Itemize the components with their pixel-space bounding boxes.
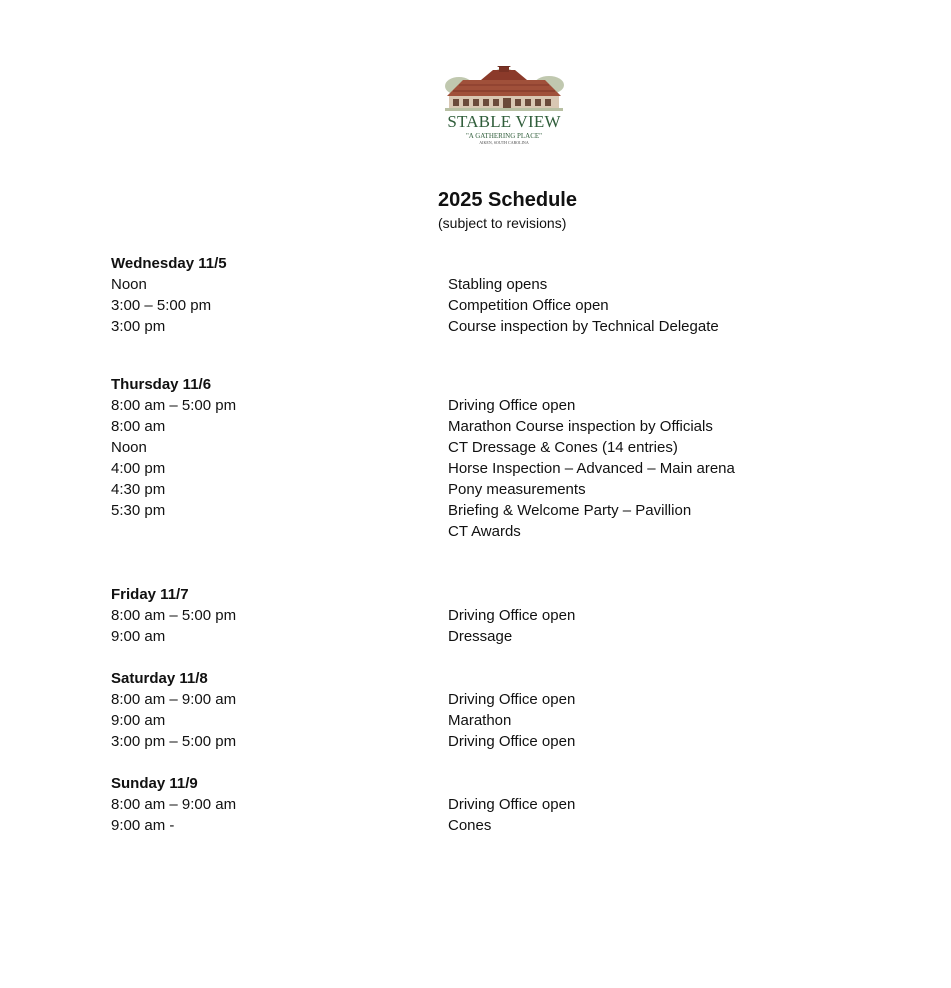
schedule-time: 4:00 pm [111,460,166,477]
day-heading: Friday 11/7 [111,586,189,603]
schedule-row [111,794,811,815]
day-section-wednesday [111,253,811,337]
schedule-event: Driving Office open [448,691,576,708]
schedule-time: 4:30 pm [111,481,166,498]
schedule-row [111,626,811,647]
schedule-time: 3:00 pm [111,318,166,335]
day-heading: Sunday 11/9 [111,775,198,792]
schedule-row [111,274,811,295]
schedule-event: Marathon Course inspection by Officials [448,418,713,435]
schedule-time: 8:00 am – 9:00 am [111,691,237,708]
schedule-event: Driving Office open [448,733,576,750]
day-section-sunday [111,773,811,836]
schedule-time: 9:00 am - [111,817,175,834]
barn-illustration-icon [441,66,567,112]
schedule-row [111,395,811,416]
schedule-row [111,458,811,479]
schedule-event: Driving Office open [448,397,576,414]
day-section-thursday [111,374,811,542]
logo-location: AIKEN, SOUTH CAROLINA [479,140,529,145]
page-title: 2025 Schedule [438,189,577,211]
schedule-row [111,815,811,836]
schedule-time: 5:30 pm [111,502,166,519]
schedule-event: Horse Inspection – Advanced – Main arena [448,460,735,477]
page-subtitle: (subject to revisions) [438,215,567,231]
schedule-event: Competition Office open [448,297,609,314]
schedule-event: Pony measurements [448,481,586,498]
schedule-row [111,295,811,316]
day-heading: Thursday 11/6 [111,376,212,393]
schedule-event: Driving Office open [448,796,576,813]
schedule-row [111,500,811,521]
schedule-event: Cones [448,817,492,834]
day-heading: Saturday 11/8 [111,670,208,687]
schedule-row [111,605,811,626]
day-heading: Wednesday 11/5 [111,255,227,272]
schedule-time: 3:00 pm – 5:00 pm [111,733,237,750]
logo-tagline: "A GATHERING PLACE" [465,132,543,140]
stable-view-logo [441,66,567,148]
schedule-time: 3:00 – 5:00 pm [111,297,212,314]
schedule-event: Stabling opens [448,276,548,293]
schedule-row [111,731,811,752]
schedule-row [111,416,811,437]
schedule-row [111,689,811,710]
schedule-event: Driving Office open [448,607,576,624]
schedule-event: Course inspection by Technical Delegate [448,318,719,335]
schedule-event: CT Dressage & Cones (14 entries) [448,439,678,456]
schedule-time: Noon [111,276,147,293]
schedule-event: Briefing & Welcome Party – Pavillion [448,502,692,519]
schedule-time: 8:00 am – 5:00 pm [111,607,237,624]
schedule-row [111,437,811,458]
schedule-event: Marathon [448,712,512,729]
schedule-row [111,710,811,731]
schedule-time: 8:00 am – 9:00 am [111,796,237,813]
logo-wordmark: STABLE VIEW [447,112,561,131]
schedule-row [111,479,811,500]
schedule-time: 9:00 am [111,628,166,645]
schedule-event: CT Awards [448,523,521,540]
schedule-time: 8:00 am – 5:00 pm [111,397,237,414]
schedule-row [111,316,811,337]
schedule-event: Dressage [448,628,513,645]
day-section-saturday [111,668,811,752]
schedule-time: 8:00 am [111,418,166,435]
schedule-row [111,521,811,542]
day-section-friday [111,584,811,647]
schedule-time: Noon [111,439,147,456]
schedule-time: 9:00 am [111,712,166,729]
